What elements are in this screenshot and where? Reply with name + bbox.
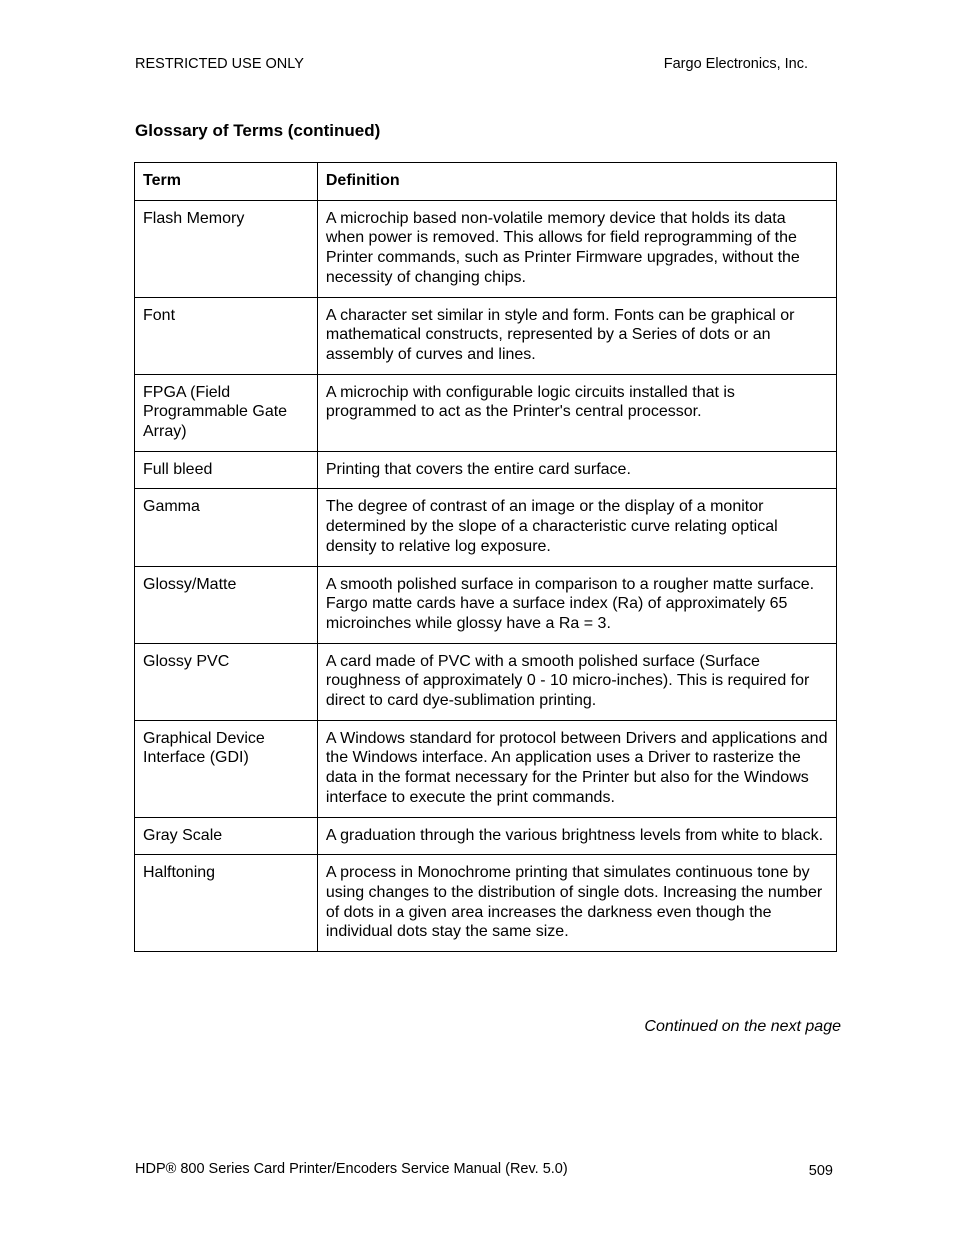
definition-cell: A Windows standard for protocol between Drivers and applications and the Windows interface. An application uses a Driver to rasterize the data in the format necessary for the Printer but also for the Windows interface to execute the print commands. bbox=[317, 720, 836, 817]
definition-cell: A character set similar in style and form. Fonts can be graphical or mathematical constructs, represented by a Series of dots or an assembly of curves and lines. bbox=[317, 297, 836, 374]
term-cell: Font bbox=[135, 297, 318, 374]
table-row bbox=[135, 643, 837, 720]
column-header-definition: Definition bbox=[317, 163, 836, 201]
glossary-table bbox=[134, 162, 837, 952]
table-row bbox=[135, 855, 837, 952]
table-row bbox=[135, 451, 837, 489]
table-row bbox=[135, 297, 837, 374]
header-company-name: Fargo Electronics, Inc. bbox=[663, 56, 808, 72]
table-row bbox=[135, 720, 837, 817]
term-cell: FPGA (Field Programmable Gate Array) bbox=[135, 374, 318, 451]
definition-cell: A smooth polished surface in comparison to a rougher matte surface. Fargo matte cards have a surface index (Ra) of approximately 65 microinches while glossy have a Ra = 3. bbox=[317, 566, 836, 643]
definition-cell: The degree of contrast of an image or the display of a monitor determined by the slope of a characteristic curve relating optical density to relative log exposure. bbox=[317, 489, 836, 566]
definition-cell: A process in Monochrome printing that simulates continuous tone by using changes to the distribution of single dots. Increasing the number of dots in a given area increases the darkness even though the individual dots stay the same size. bbox=[317, 855, 836, 952]
term-cell: Graphical Device Interface (GDI) bbox=[135, 720, 318, 817]
term-cell: Gray Scale bbox=[135, 817, 318, 855]
term-cell: Gamma bbox=[135, 489, 318, 566]
page-title: Glossary of Terms (continued) bbox=[135, 121, 381, 140]
table-row bbox=[135, 489, 837, 566]
definition-cell: A microchip with configurable logic circuits installed that is programmed to act as the Printer's central processor. bbox=[317, 374, 836, 451]
column-header-term: Term bbox=[135, 163, 318, 201]
footer-manual-title: HDP® 800 Series Card Printer/Encoders Service Manual (Rev. 5.0) bbox=[135, 1161, 568, 1177]
term-cell: Glossy PVC bbox=[135, 643, 318, 720]
table-row bbox=[135, 374, 837, 451]
term-cell: Full bleed bbox=[135, 451, 318, 489]
definition-cell: A card made of PVC with a smooth polished surface (Surface roughness of approximately 0 - 10 micro-inches). This is required for direct to card dye-sublimation printing. bbox=[317, 643, 836, 720]
term-cell: Halftoning bbox=[135, 855, 318, 952]
definition-cell: Printing that covers the entire card surface. bbox=[317, 451, 836, 489]
term-cell: Glossy/Matte bbox=[135, 566, 318, 643]
table-row bbox=[135, 817, 837, 855]
table-header-row bbox=[135, 163, 837, 201]
table-row bbox=[135, 566, 837, 643]
term-cell: Flash Memory bbox=[135, 200, 318, 297]
continued-note: Continued on the next page bbox=[644, 1018, 841, 1035]
definition-cell: A microchip based non-volatile memory device that holds its data when power is removed. This allows for field reprogramming of the Printer commands, such as Printer Firmware upgrades, without the necessity of changing chips. bbox=[317, 200, 836, 297]
definition-cell: A graduation through the various brightness levels from white to black. bbox=[317, 817, 836, 855]
table-row bbox=[135, 200, 837, 297]
header-restricted-notice: RESTRICTED USE ONLY bbox=[135, 56, 304, 72]
page-number: 509 bbox=[808, 1163, 833, 1179]
